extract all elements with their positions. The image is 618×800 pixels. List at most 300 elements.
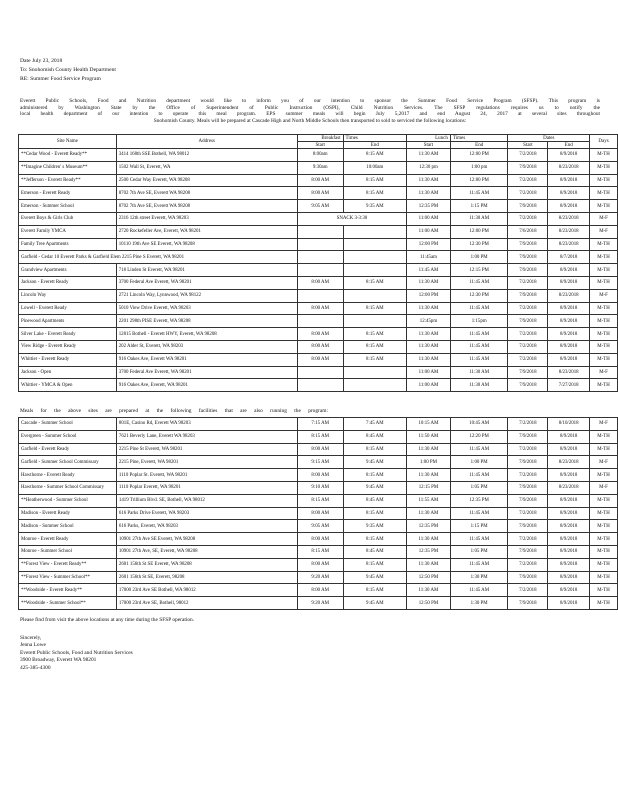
signature-line: Sincerely, <box>20 635 42 641</box>
table-cell: 8:15 AM <box>343 469 407 482</box>
table-cell: 8:15 AM <box>343 443 407 456</box>
table-cell: 7/9/2018 <box>508 494 548 507</box>
table-cell: 7/2/2018 <box>508 507 548 520</box>
table-cell: 9:35 AM <box>343 520 407 533</box>
table-cell <box>343 366 407 379</box>
table-row <box>19 302 618 315</box>
table-cell: 7/2/2018 <box>508 302 548 315</box>
signature-block <box>20 635 133 672</box>
table-cell: 11:45 AM <box>450 340 508 353</box>
table-cell: 2601 156th St SE Everett, WA 98208 <box>116 558 297 571</box>
table-cell: 11:30 AM <box>407 328 451 341</box>
table-cell: Madison - Everett Ready <box>19 507 117 520</box>
table-cell: 7/6/2018 <box>508 225 548 238</box>
table-cell: 1:15 PM <box>450 520 508 533</box>
table-cell: 8:15 AM <box>343 533 407 546</box>
table-cell: **Cedar Wood - Everett Ready** <box>19 149 117 162</box>
table-cell: 17000 23rd Ave SE Bothell, WA 98012 <box>116 584 297 597</box>
table-cell: Silver Lake - Everett Ready <box>19 328 117 341</box>
table-cell: 12:35 PM <box>407 545 451 558</box>
table-row <box>19 174 618 187</box>
table-cell: 3700 Federal Ave Everett, WA 98201 <box>116 366 297 379</box>
table-cell: 7/9/2018 <box>508 366 548 379</box>
table-cell: Emerson - Everett Ready <box>19 187 117 200</box>
table-cell: 11:30 AM <box>407 533 451 546</box>
table-cell: 9:05 AM <box>297 200 343 213</box>
table-row <box>19 187 618 200</box>
table-cell: Lincoln Way <box>19 289 117 302</box>
table-cell: 8/9/2018 <box>548 558 590 571</box>
table-cell: M-F <box>590 366 618 379</box>
table-cell <box>297 264 343 277</box>
table-cell: M-TH <box>590 507 618 520</box>
table-cell: 8/9/2018 <box>548 149 590 162</box>
table-cell: M-TH <box>590 379 618 392</box>
table-row <box>19 597 618 610</box>
table-cell: Jackson - Open <box>19 366 117 379</box>
table-cell: SNACK 3-3:30 <box>297 212 406 225</box>
table-cell: 11:45 AM <box>450 353 508 366</box>
table-cell: 8/23/2018 <box>548 225 590 238</box>
table-cell: 9:45 AM <box>343 571 407 584</box>
table-cell: 8:00 AM <box>297 584 343 597</box>
table-cell: 8/9/2018 <box>548 174 590 187</box>
table-cell: Hawthorne - Summer School Commissary <box>19 481 117 494</box>
table-cell: 8702 7th Ave SE, Everett WA 98208 <box>116 187 297 200</box>
table-cell: 8:15 AM <box>343 507 407 520</box>
table-row <box>19 418 618 431</box>
table-cell: 616 Parks Drive Everett, WA 98203 <box>116 507 297 520</box>
table-cell: 8/7/2018 <box>548 251 590 264</box>
table-cell: M-TH <box>590 443 618 456</box>
table-cell: 12:50 PM <box>407 571 451 584</box>
table-cell: 11:45 AM <box>450 443 508 456</box>
table-row <box>19 161 618 174</box>
table-cell: 8:15 AM <box>343 340 407 353</box>
table-cell: M-TH <box>590 520 618 533</box>
table-row <box>19 264 618 277</box>
meals-note: Meals for the above sites are prepared at the following facilities that are also running the program: <box>20 408 328 414</box>
table-cell: 17000 23rd Ave SE, Bothell, 98012 <box>116 597 297 610</box>
table-cell: 9:20 AM <box>297 597 343 610</box>
table-cell: 11:30 AM <box>407 353 451 366</box>
table-cell: M-F <box>590 481 618 494</box>
table-cell: 11:30 AM <box>407 469 451 482</box>
table-cell: 7/2/2018 <box>508 328 548 341</box>
paragraph-line: administered by Washington State by the Office of Superintendent of Public Instruction (OSPI), Child Nutrition Services. The SFSP regulations requires us to notify the <box>20 104 600 111</box>
table-row <box>19 149 618 162</box>
table-cell: Garfield - Summer School Commissary <box>19 456 117 469</box>
table-row <box>19 520 618 533</box>
table-cell: 12:30 PM <box>450 238 508 251</box>
table-cell: Everett Family YMCA <box>19 225 117 238</box>
table-cell: 1:15 PM <box>450 200 508 213</box>
table-cell: 8:15 AM <box>343 353 407 366</box>
table-cell: 10:15 AM <box>407 418 451 431</box>
lunch-times-header: Times <box>450 135 508 142</box>
table-cell: 11:45 AM <box>450 533 508 546</box>
table-cell: **Imagine Children' s Museum** <box>19 161 117 174</box>
table-cell: 801E, Casino Rd, Everett WA 98203 <box>116 418 297 431</box>
table-cell: M-F <box>590 289 618 302</box>
table-cell: 7/2/2018 <box>508 418 548 431</box>
table-cell: 7/2/2018 <box>508 533 548 546</box>
table-cell: 8/23/2018 <box>548 161 590 174</box>
table-cell <box>297 315 343 328</box>
table-cell: 7/9/2018 <box>508 571 548 584</box>
table-row <box>19 366 618 379</box>
table-cell: 7/9/2018 <box>508 289 548 302</box>
table-cell: 12:30 pm <box>407 161 451 174</box>
table-cell: 8:15 AM <box>343 187 407 200</box>
table-cell: 11:30 AM <box>407 174 451 187</box>
table-row <box>19 507 618 520</box>
table-cell <box>343 315 407 328</box>
table-cell: M-TH <box>590 558 618 571</box>
table-cell: 11:00 AM <box>407 366 451 379</box>
table-cell: M-TH <box>590 545 618 558</box>
signature-line: 425-385-4300 <box>20 664 51 671</box>
table-cell: Family Tree Apartments <box>19 238 117 251</box>
table-cell: 7/27/2018 <box>548 379 590 392</box>
table-cell: 11:30 AM <box>407 187 451 200</box>
table-cell: Jackson - Everett Ready <box>19 276 117 289</box>
table-cell: Whittier - YMCA & Open <box>19 379 117 392</box>
table-header-row <box>19 135 618 142</box>
table-cell: 7/2/2018 <box>508 443 548 456</box>
table-cell: M-F <box>590 456 618 469</box>
table-cell: 9:35 AM <box>343 200 407 213</box>
table-cell: 7/2/2018 <box>508 174 548 187</box>
table-cell: 11:55 AM <box>407 494 451 507</box>
table-cell: 8:15 AM <box>297 430 343 443</box>
table-cell: 11:00 AM <box>407 225 451 238</box>
table-row <box>19 353 618 366</box>
table-cell: 8/9/2018 <box>548 187 590 200</box>
signature-line: 3900 Broadway, Everett WA 98201 <box>20 657 97 664</box>
facilities-table <box>18 417 618 610</box>
table-cell: 8:15 AM <box>343 149 407 162</box>
table-cell: 12:50 PM <box>407 597 451 610</box>
table-cell: 11:30 AM <box>407 558 451 571</box>
table-cell: 7/9/2018 <box>508 161 548 174</box>
table-cell: 8702 7th Ave SE, Everett WA 98208 <box>116 200 297 213</box>
table-cell: M-TH <box>590 315 618 328</box>
table-cell <box>343 225 407 238</box>
closing-note: Please find from visit the above locations at any time during the SFSP operation. <box>20 617 195 623</box>
table-cell: 8/9/2018 <box>548 469 590 482</box>
table-cell <box>297 225 343 238</box>
table-cell: 11:30 AM <box>407 507 451 520</box>
table-cell: 8/23/2018 <box>548 238 590 251</box>
table-cell: 8:00 AM <box>297 558 343 571</box>
table-cell <box>343 264 407 277</box>
table-cell: 8:45 AM <box>343 545 407 558</box>
table-cell: 1110 Poplar Everett, WA 98201 <box>116 481 297 494</box>
table-row <box>19 571 618 584</box>
breakfast-end-header: End <box>343 142 407 149</box>
table-cell: 11:45 AM <box>450 584 508 597</box>
table-cell: Monroe - Summer School <box>19 545 117 558</box>
table-cell: 8:00 AM <box>297 353 343 366</box>
table-cell: 11:45am <box>407 251 451 264</box>
table-cell: 12:00 PM <box>450 174 508 187</box>
table-cell <box>343 238 407 251</box>
table-cell: 8/9/2018 <box>548 507 590 520</box>
days-header: Days <box>590 135 618 149</box>
breakfast-start-header: Start <box>297 142 343 149</box>
table-cell: 11:30 AM <box>407 340 451 353</box>
table-cell: 7/9/2018 <box>508 379 548 392</box>
letter-recipient: To: Snohomish County Health Department <box>20 67 116 73</box>
table-cell: 12:00 PM <box>407 289 451 302</box>
table-cell: 7/2/2018 <box>508 212 548 225</box>
lunch-start-header: Start <box>407 142 451 149</box>
table-cell: 7/9/2018 <box>508 251 548 264</box>
table-cell: 9:45 AM <box>343 481 407 494</box>
table-cell: 8:15 AM <box>343 328 407 341</box>
table-cell <box>343 289 407 302</box>
table-cell: 9:45 AM <box>343 456 407 469</box>
table-cell: **Forest View - Summer School** <box>19 571 117 584</box>
table-cell: M-TH <box>590 200 618 213</box>
paragraph-line: local health department of our intention to operate this meal program. EPS summer meals will begin July 5,2017 and end August 24, 2017 at several sites throughout <box>20 111 600 118</box>
table-cell: 7/9/2018 <box>508 597 548 610</box>
table-cell: 8:00 AM <box>297 533 343 546</box>
table-cell: 11:45 AM <box>450 302 508 315</box>
table-cell: 7/2/2018 <box>508 340 548 353</box>
table-cell: 2201 298th PISE Everett, WA 98208 <box>116 315 297 328</box>
table-cell: 9:20 AM <box>297 571 343 584</box>
table-row <box>19 558 618 571</box>
table-row <box>19 328 618 341</box>
table-cell: 10:00am <box>343 161 407 174</box>
table-cell: 8:00 AM <box>297 276 343 289</box>
letter-date: Date July 23, 2018 <box>20 58 63 64</box>
table-cell: 2720 Rockefeller Ave, Everett, WA 98201 <box>116 225 297 238</box>
table-cell: 1:00 PM <box>407 456 451 469</box>
table-cell: 8:00 AM <box>297 469 343 482</box>
table-cell: 7/2/2018 <box>508 469 548 482</box>
table-cell: 1419 Trillium Blvd. SE, Bothell, WA 98012 <box>116 494 297 507</box>
table-cell: 11:30 AM <box>450 366 508 379</box>
table-row <box>19 200 618 213</box>
table-cell: Whittier - Everett Ready <box>19 353 117 366</box>
table-cell: M-TH <box>590 276 618 289</box>
paragraph-line: Snohomish County. Meals will be prepared at Cascade High and North Middle Schools then transported to sold to serviced the following locations: <box>153 117 467 124</box>
table-cell: 8:00 AM <box>297 187 343 200</box>
table-cell: 2601 156th St SE, Everett, 98208 <box>116 571 297 584</box>
table-cell: 7/2/2018 <box>508 558 548 571</box>
table-cell: 7/2/2018 <box>508 353 548 366</box>
table-cell: 7/2/2018 <box>508 584 548 597</box>
table-cell: 8/9/2018 <box>548 200 590 213</box>
table-cell: Everett Boys & Girls Club <box>19 212 117 225</box>
table-row <box>19 289 618 302</box>
table-cell: M-TH <box>590 161 618 174</box>
table-cell: Lowell - Everett Ready <box>19 302 117 315</box>
breakfast-header: Breakfast <box>297 135 343 142</box>
table-cell: 1:00 pm <box>450 161 508 174</box>
table-cell: 8:00 AM <box>297 443 343 456</box>
table-cell: 1110 Poplar St. Everett, WA 98201 <box>116 469 297 482</box>
table-cell: 2215 Pine, Everett, WA 98201 <box>116 456 297 469</box>
table-row <box>19 225 618 238</box>
table-cell: 7/2/2018 <box>508 276 548 289</box>
table-cell: 7/9/2018 <box>508 430 548 443</box>
lunch-end-header: End <box>450 142 508 149</box>
table-cell: 718 Linden St Everett, WA 98201 <box>116 264 297 277</box>
table-cell: 8/9/2018 <box>548 533 590 546</box>
table-cell: 202 Alder St, Everett, WA 98203 <box>116 340 297 353</box>
table-cell: 9:15 AM <box>297 456 343 469</box>
table-cell: 1502 Wall St, Everett, WA <box>116 161 297 174</box>
table-cell: 2500 Cedar Way Everett, WA 98208 <box>116 174 297 187</box>
table-cell: 7/9/2018 <box>508 200 548 213</box>
table-cell: 1:30 PM <box>450 597 508 610</box>
table-row <box>19 469 618 482</box>
table-cell: 8/9/2018 <box>548 328 590 341</box>
table-cell: 7:15 AM <box>297 418 343 431</box>
paragraph-line: Everett Public Schools, Food and Nutrition department would like to inform you of our intention to sponsor the Summer Food Service Program (SFSP). This program is <box>20 98 600 104</box>
table-row <box>19 545 618 558</box>
table-cell <box>297 238 343 251</box>
table-cell: 8:15 AM <box>343 302 407 315</box>
table-cell: 8/9/2018 <box>548 571 590 584</box>
table-cell: 8/9/2018 <box>548 597 590 610</box>
table-row <box>19 430 618 443</box>
table-cell: 10110 19th Ave SE Everett, WA 98208 <box>116 238 297 251</box>
intro-paragraph <box>20 98 600 124</box>
table-cell: 12:45pm <box>407 315 451 328</box>
table-cell: 8/9/2018 <box>548 520 590 533</box>
table-cell: Madison - Summer School <box>19 520 117 533</box>
table-cell: 2721 Lincoln Way, Lynnwood, WA 98122 <box>116 289 297 302</box>
table-cell: 11:00 AM <box>407 379 451 392</box>
table-cell: M-TH <box>590 174 618 187</box>
table-row <box>19 481 618 494</box>
table-cell: 8/23/2018 <box>548 456 590 469</box>
table-cell: 1:05 PM <box>450 545 508 558</box>
table-cell: 12:30 PM <box>450 289 508 302</box>
table-row <box>19 584 618 597</box>
table-cell: **Heatherwood - Summer School <box>19 494 117 507</box>
table-cell: 8:00 AM <box>297 174 343 187</box>
table-cell: 9:05 AM <box>297 520 343 533</box>
table-cell: 8:45 AM <box>343 430 407 443</box>
table-cell <box>297 379 343 392</box>
table-cell: 8:15 AM <box>343 276 407 289</box>
table-cell: 8/9/2018 <box>548 315 590 328</box>
table-cell: M-TH <box>590 533 618 546</box>
table-cell: 8/9/2018 <box>548 443 590 456</box>
table-cell: 3700 Federal Ave Everett, WA 98201 <box>116 276 297 289</box>
table-cell: 8:00 AM <box>297 340 343 353</box>
table-cell: 10901 27th Ave SE Everett, WA 98208 <box>116 533 297 546</box>
table-cell: 11:30 AM <box>450 212 508 225</box>
table-cell: 8/9/2018 <box>548 264 590 277</box>
table-row <box>19 533 618 546</box>
lunch-header: Lunch <box>407 135 451 142</box>
table-cell: M-TH <box>590 340 618 353</box>
table-cell: M-TH <box>590 571 618 584</box>
table-cell: 8:00 AM <box>297 328 343 341</box>
table-cell: 12:00 PM <box>450 149 508 162</box>
table-cell: 2316 12th street Everett, WA 98203 <box>116 212 297 225</box>
table-cell: 12:35 PM <box>450 494 508 507</box>
table-cell: 916 Oakes Ave, Everett, WA 98201 <box>116 379 297 392</box>
table-cell: M-TH <box>590 149 618 162</box>
table-cell: M-TH <box>590 430 618 443</box>
table-cell: M-TH <box>590 264 618 277</box>
table-cell: 8/9/2018 <box>548 430 590 443</box>
table-cell: 1:00 PM <box>450 251 508 264</box>
table-cell <box>297 251 343 264</box>
table-cell: 7:45 AM <box>343 418 407 431</box>
table-cell: 8/9/2018 <box>548 545 590 558</box>
table-cell: 8:15 AM <box>343 584 407 597</box>
table-cell: 11:45 AM <box>450 276 508 289</box>
table-cell: 7/9/2018 <box>508 520 548 533</box>
table-cell: 9:10 AM <box>297 481 343 494</box>
table-cell: 8:00am <box>297 149 343 162</box>
table-cell: 12:35 PM <box>407 520 451 533</box>
table-cell: 12:15 PM <box>450 264 508 277</box>
table-cell: 11:45 AM <box>450 187 508 200</box>
table-cell: 8:45 AM <box>343 494 407 507</box>
table-cell <box>343 379 407 392</box>
table-cell: 1:00 PM <box>450 456 508 469</box>
sites-table <box>18 134 618 392</box>
table-cell: 7/9/2018 <box>508 456 548 469</box>
table-cell: 11:45 AM <box>450 558 508 571</box>
table-cell: 2215 Pine St Everett, WA 98201 <box>116 443 297 456</box>
table-cell: 9:45 AM <box>343 597 407 610</box>
table-cell: 8:15 AM <box>343 558 407 571</box>
table-cell: 10:45 AM <box>450 418 508 431</box>
table-cell: **Forest View - Everett Ready** <box>19 558 117 571</box>
table-cell: 11:45 AM <box>450 507 508 520</box>
table-cell: 916 Oakes Ave, Everett WA 98201 <box>116 353 297 366</box>
dates-start-header: Start <box>508 142 548 149</box>
breakfast-times-header: Times <box>343 135 407 142</box>
table-cell: 5010 View Drive Everett, WA 98203 <box>116 302 297 315</box>
table-cell: 8:15 AM <box>343 174 407 187</box>
table-cell: 12815 Bothell - Everett HWY, Everett, WA 98208 <box>116 328 297 341</box>
table-cell: 11:30 AM <box>407 149 451 162</box>
table-cell: 11:30 AM <box>407 443 451 456</box>
table-cell: 11:30 AM <box>407 584 451 597</box>
table-row <box>19 276 618 289</box>
signature-line: Everett Public Schools, Food and Nutrition Services <box>20 649 133 656</box>
table-cell: 11:00 AM <box>407 212 451 225</box>
table-cell: **Woodside - Everett Ready** <box>19 584 117 597</box>
signature-line: Jenna Lowe <box>20 642 46 649</box>
table-cell: 616 Parks, Everett, WA 98203 <box>116 520 297 533</box>
table-cell: 11:50 AM <box>407 430 451 443</box>
table-cell: Emerson - Summer School <box>19 200 117 213</box>
table-cell: 11:45 AM <box>450 328 508 341</box>
table-cell: M-F <box>590 225 618 238</box>
table-cell <box>343 251 407 264</box>
table-cell: Garfield - Cedar 10 Everett Parks & Garfield Elem 2215 Pine S Everett, WA 98201 <box>19 251 298 264</box>
table-cell: 8/10/2018 <box>548 418 590 431</box>
table-cell: 7/2/2018 <box>508 149 548 162</box>
table-cell: 12:15 PM <box>407 481 451 494</box>
table-cell: 7/2/2018 <box>508 187 548 200</box>
table-cell: 1:30 PM <box>450 571 508 584</box>
table-cell: M-TH <box>590 238 618 251</box>
